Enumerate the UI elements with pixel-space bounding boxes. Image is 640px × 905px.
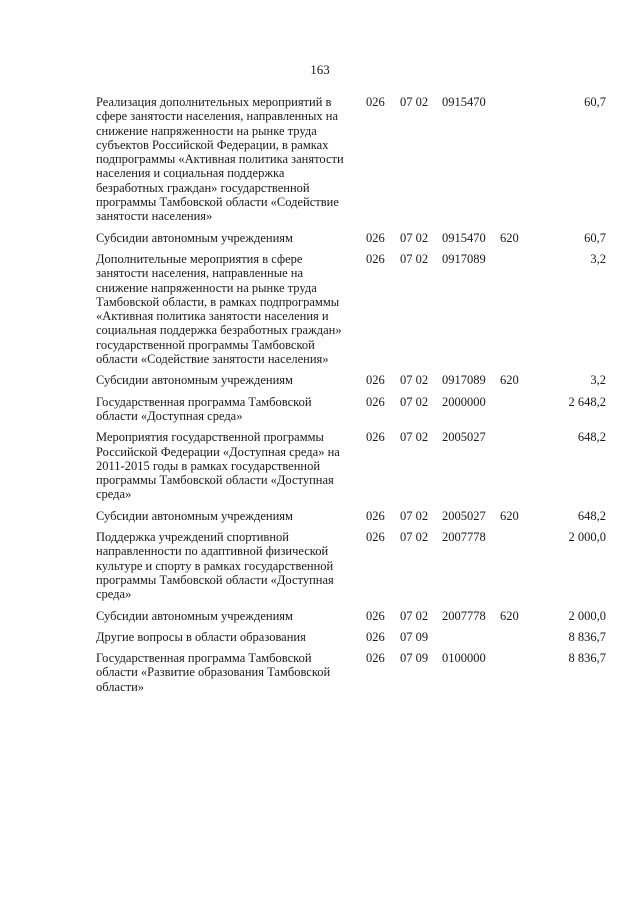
expense-name: Субсидии автономным учреждениям: [96, 230, 293, 245]
target-article-code: 0917089: [442, 373, 486, 388]
expense-type-code: 620: [500, 373, 519, 388]
section-code: 07 02: [400, 530, 429, 545]
target-article-code: 2005027: [442, 508, 486, 523]
target-article-code: 0915470: [442, 230, 486, 245]
table-row: [96, 609, 606, 623]
section-code: 07 02: [400, 608, 429, 623]
budget-table: [96, 95, 606, 701]
section-code: 07 02: [400, 508, 429, 523]
target-article-code: 0100000: [442, 651, 486, 666]
table-row: [96, 231, 606, 245]
table-row: [96, 395, 606, 424]
amount: 60,7: [584, 230, 606, 245]
section-code: 07 02: [400, 373, 429, 388]
ministry-code: 026: [366, 608, 385, 623]
amount: 2 000,0: [568, 608, 606, 623]
table-row: [96, 430, 606, 501]
target-article-code: 2007778: [442, 530, 486, 545]
table-row: [96, 651, 606, 694]
ministry-code: 026: [366, 95, 385, 109]
section-code: 07 02: [400, 251, 429, 266]
table-row: [96, 630, 606, 644]
amount: 3,2: [590, 251, 606, 266]
target-article-code: 0915470: [442, 95, 486, 109]
amount: 60,7: [584, 95, 606, 109]
section-code: 07 09: [400, 651, 429, 666]
expense-name: Субсидии автономным учреждениям: [96, 608, 293, 623]
amount: 8 836,7: [568, 651, 606, 666]
expense-name: Государственная программа Тамбовской области «Доступная среда»: [96, 394, 312, 423]
amount: 8 836,7: [568, 629, 606, 644]
target-article-code: 2007778: [442, 608, 486, 623]
section-code: 07 02: [400, 394, 429, 409]
target-article-code: 0917089: [442, 251, 486, 266]
target-article-code: 2005027: [442, 430, 486, 445]
amount: 648,2: [577, 430, 606, 445]
target-article-code: 2000000: [442, 394, 486, 409]
expense-name: Реализация дополнительных мероприятий в сфере занятости населения, направленных на снижение напряженности на рынке труда субъектов Российской Федерации, в рамках подпрограммы «Активная политика занятости населения и социальная поддержка безработных граждан» государственной программы Тамбовской области «Содействие занятости населения»: [96, 95, 344, 224]
expense-name: Субсидии автономным учреждениям: [96, 373, 293, 388]
section-code: 07 02: [400, 95, 429, 109]
page-number: 163: [310, 62, 330, 77]
ministry-code: 026: [366, 651, 385, 666]
section-code: 07 02: [400, 430, 429, 445]
amount: 2 000,0: [568, 530, 606, 545]
ministry-code: 026: [366, 629, 385, 644]
expense-name: Субсидии автономным учреждениям: [96, 508, 293, 523]
expense-type-code: 620: [500, 230, 519, 245]
table-row: [96, 509, 606, 523]
expense-name: Другие вопросы в области образования: [96, 629, 306, 644]
ministry-code: 026: [366, 394, 385, 409]
expense-type-code: 620: [500, 608, 519, 623]
table-row: [96, 530, 606, 601]
amount: 2 648,2: [568, 394, 606, 409]
amount: 3,2: [590, 373, 606, 388]
section-code: 07 02: [400, 230, 429, 245]
table-row: [96, 373, 606, 387]
expense-name: Поддержка учреждений спортивной направленности по адаптивной физической культуре и спорту в рамках государственной программы Тамбовской области «Доступная среда»: [96, 530, 334, 602]
ministry-code: 026: [366, 251, 385, 266]
expense-type-code: 620: [500, 508, 519, 523]
ministry-code: 026: [366, 530, 385, 545]
ministry-code: 026: [366, 230, 385, 245]
ministry-code: 026: [366, 373, 385, 388]
table-row: [96, 252, 606, 366]
ministry-code: 026: [366, 430, 385, 445]
table-row: [96, 95, 606, 224]
expense-name: Мероприятия государственной программы Российской Федерации «Доступная среда» на 2011-2015 годы в рамках государственной программы Тамбовской области «Доступная среда»: [96, 430, 340, 502]
ministry-code: 026: [366, 508, 385, 523]
expense-name: Государственная программа Тамбовской области «Развитие образования Тамбовской области»: [96, 651, 331, 694]
expense-name: Дополнительные мероприятия в сфере занятости населения, направленные на снижение напряженности на рынке труда Тамбовской области, в рамках подпрограммы «Активная политика занятости населения и социальная поддержка безработных граждан» государственной программы Тамбовской области «Содействие занятости населения»: [96, 251, 342, 367]
amount: 648,2: [577, 508, 606, 523]
section-code: 07 09: [400, 629, 429, 644]
